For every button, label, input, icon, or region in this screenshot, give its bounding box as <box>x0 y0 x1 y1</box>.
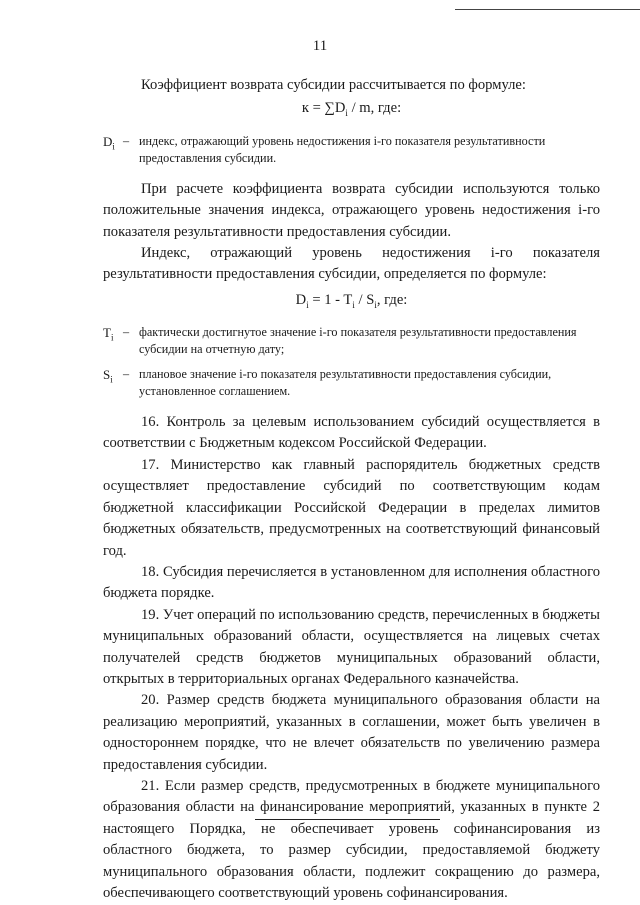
paragraph-21: 21. Если размер средств, предусмотренных в бюджете муниципального образования области на финансирование мероприятий, указанных в пункте 2 настоящего Порядка, не обеспечивает уровень софинансирования из областного бюджета, то размер субсидии, предоставляемой бюджету муниципального образования области, подлежит сокращению до размера, обеспечивающего соответствующий уровень софинансирования. <box>103 777 600 901</box>
paragraph-index: Индекс, отражающий уровень недостижения i-го показателя результативности предоставления субсидии, определяется по формуле: <box>103 244 600 283</box>
paragraph-17: 17. Министерство как главный распорядитель бюджетных средств осуществляет предоставление субсидий по соответствующим кодам бюджетной классификации Российской Федерации в пределах лимитов бюджетных обязательств, предусмотренных на соответствующий финансовый год. <box>103 456 600 559</box>
paragraph-positive-values: При расчете коэффициента возврата субсидии используются только положительные значения индекса, отражающего уровень недостижения i-го показателя результативности предоставления субсидии. <box>103 180 600 240</box>
page-number: 11 <box>312 38 328 54</box>
formula-index: $D_i = 1 - T_i / S_i$, где: <box>295 291 408 310</box>
paragraph-19: 19. Учет операций по использованию средств, перечисленных в бюджеты муниципальных образований области, осуществляется на лицевых счетах получателей средств бюджетов муниципальных образований области, открытых в территориальных органах Федерального казначейства. <box>103 606 600 687</box>
paragraph-18: 18. Субсидия перечисляется в установленном для исполнения областного бюджета порядке. <box>103 563 600 602</box>
document-body <box>103 75 600 904</box>
top-rule <box>455 9 640 10</box>
definition-t: $T_i$ – фактически достигнутое значение i-го показателя результативности предоставления субсидии на отчетную дату; <box>103 325 577 357</box>
paragraph-16: 16. Контроль за целевым использованием субсидий осуществляется в соответствии с Бюджетным кодексом Российской Федерации. <box>103 414 600 452</box>
paragraph-20: 20. Размер средств бюджета муниципального образования области на реализацию мероприятий, указанных в соглашении, может быть увеличен в одностороннем порядке, что не влечет обязательств по увеличению размера предоставления субсидии. <box>103 692 600 773</box>
intro-paragraph: Коэффициент возврата субсидии рассчитывается по формуле: <box>141 77 526 93</box>
end-rule <box>255 819 440 820</box>
definition-d: $D_i$ – индекс, отражающий уровень недостижения i-го показателя результативности предоставления субсидии. <box>103 133 546 165</box>
definition-s: $S_i$ – плановое значение i-го показателя результативности предоставления субсидии, установленное соглашением. <box>103 367 552 399</box>
formula-return-coefficient: $к = \sum D_i / m$, где: <box>301 100 402 119</box>
